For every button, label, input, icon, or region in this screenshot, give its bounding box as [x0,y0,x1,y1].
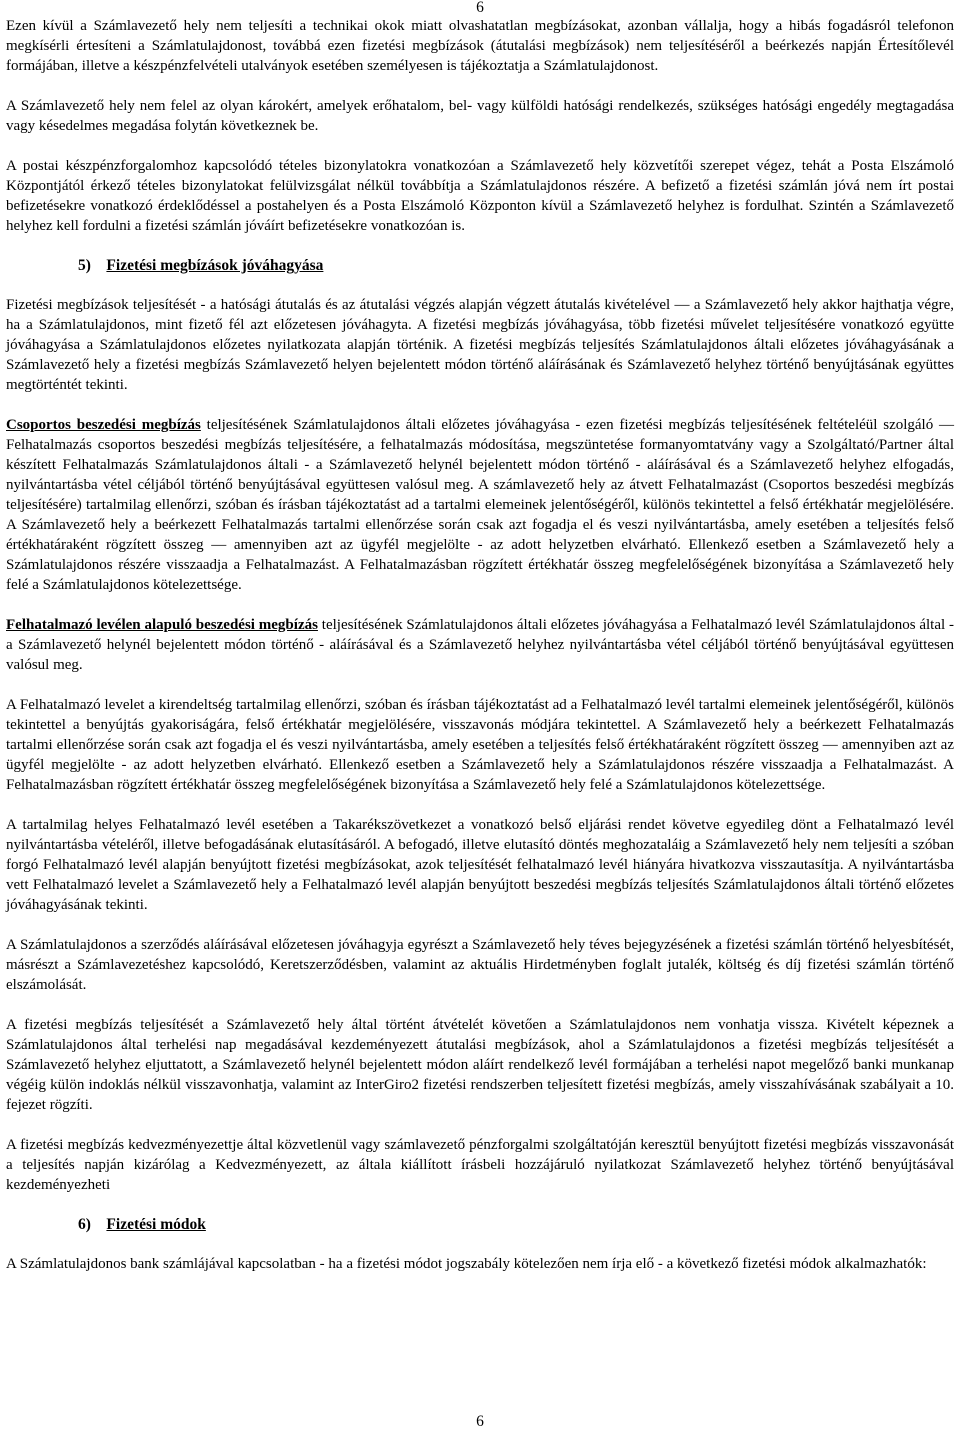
paragraph-unreadable-orders: Ezen kívül a Számlavezető hely nem teljesíti a technikai okok miatt olvashatatlan megbízásokat, azonban vállalja, hogy a hibás fogadásról telefonon megkísérli értesíteni a Számlatulajdonost, továbbá ezen fizetési megbízások (átutalási megbízások) nem teljesítéséről a beérkezés napján Értesítőlevél formájában, illetve a készpénzfelvételi utalványok esetében személyesen is tájékoztatja a Számlatulajdonost. [6,18,954,74]
paragraph-authorization-letter-debit [6,615,954,675]
document-body [6,16,954,1274]
paragraph-authorization-registration: A tartalmilag helyes Felhatalmazó levél esetében a Takarékszövetkezet a vonatkozó belső eljárási rendet követve egyedileg dönt a Felhatalmazó levél nyilvántartásba vételéről, illetve befogadásának elutasításáról. A befogadó, illetve elutasító döntés meghozataláig a Számlavezető hely nem teljesíti a szóban forgó Felhatalmazó levél alapján benyújtott fizetési megbízásokat, azok teljesítését felhatalmazó levél hiányára hivatkozva visszautasítja. A nyilvántartásba vett Felhatalmazó levelet a Számlavezető hely a Felhatalmazó levél alapján benyújtott beszedési megbízás teljesítés Számlatulajdonos általi történő előzetes jóváhagyásának tekinti. [6,817,954,913]
paragraph-beneficiary-revocation: A fizetési megbízás kedvezményezettje által közvetlenül vagy számlavezető pénzforgalmi szolgáltatóján keresztül benyújtott fizetési megbízás visszavonását a teljesítés napján kizárólag a Kedvezményezett, az általa kiállított írásbeli hozzájáruló nyilatkozat Számlavezető helyhez történő benyújtásával kezdeményezheti [6,1137,954,1193]
paragraph-text: teljesítésének Számlatulajdonos általi előzetes jóváhagyása - ezen fizetési megbízás teljesítésének feltételéül szolgáló — Felhatalmazás csoportos beszedési megbízás teljesítésére, a felhatalmazás módosítása, megszüntetése formanyomtatvány vagy a Szolgáltató/Partner által készített Felhatalmazás Számlatulajdonos általi - a Számlavezető helynél bejelentett módon történő - aláírásával és a Számlavezető helyhez elfogadás, nyilvántartásba vétel céljából történő benyújtásával együttesen valósul meg. A számlavezető hely az átvett Felhatalmazást (Csoportos beszedési megbízás teljesítésére) tartalmilag ellenőrzi, szóban és írásban tájékoztatást ad a tartalmi elemeinek jelentőségéről, különös tekintettel a felső értékhatár megjelölésére. A Számlavezető hely a beérkezett Felhatalmazás tartalmi ellenőrzése során csak azt fogadja el és veszi nyilvántartásba, amely esetében a teljesítés felső értékhatáraként rögzített összeg — amennyiben azt az ügyfél megjelölte - az adott helyzetben elvárható. Ellenkező esetben a Számlavezető hely a Számlatulajdonos részére visszaadja a Felhatalmazást. A Felhatalmazásban rögzített értékhatár összeg megfelelőségének bizonyítása a Számlavezető hely felé a Számlatulajdonos kötelezettsége. [6,417,954,593]
paragraph-corrections: A Számlatulajdonos a szerződés aláírásával előzetesen jóváhagyja egyrészt a Számlavezető hely téves bejegyzésének a fizetési számlán történő helyesbítését, másrészt a Számlavezetéshez kapcsolódó, Keretszerződésben, valamint az aktuális Hirdetményben foglalt jutalék, költség és díj fizetési számlán történő elszámolását. [6,937,954,993]
page-number-bottom: 6 [476,1413,484,1430]
paragraph-approval: Fizetési megbízások teljesítését - a hatósági átutalás és az átutalási végzés alapján végzett átutalás kivételével — a Számlavezető hely akkor hajthatja végre, ha a Számlatulajdonos, mint fizető fél azt előzetesen jóváhagyta. A fizetési megbízás jóváhagyása, több fizetési művelet teljesítésére vonatkozó együtte jóváhagyása a Számlatulajdonos előzetes nyilatkozata alapján történik. A fizetési megbízás teljesítés Számlatulajdonos általi előzetes jóváhagyásának a Számlavezető hely a fizetési megbízás Számlavezető helyen bejelentett módon történő aláírásának és Számlavezető helyhez történő benyújtásának együttes megtörténtét tekinti. [6,297,954,393]
section-heading-6 [6,1215,954,1235]
paragraph-text: teljesítésének Számlatulajdonos általi előzetes jóváhagyása a Felhatalmazó levél Számlatulajdonos által - a Számlavezető helynél bejelentett módon történő - aláírásával és a Számlavezető helyhez nyilvántartásba vétel céljából történő benyújtásával együttesen valósul meg. [6,617,954,673]
paragraph-authorization-check: A Felhatalmazó levelet a kirendeltség tartalmilag ellenőrzi, szóban és írásban tájékoztatást ad a Felhatalmazó levél tartalmi elemeinek jelentőségéről, különös tekintettel a benyújtás gyakoriságára, felső értékhatár megjelölésére, visszavonás módjára tekintettel. A Számlavezető hely a beérkezett Felhatalmazás tartalmi ellenőrzése során csak azt fogadja el és veszi nyilvántartásba, amely esetében a teljesítés felső értékhatáraként rögzített összeg — amennyiben azt az ügyfél megjelölte - az adott helyzetben elvárható. Ellenkező esetben a Számlavezető hely a Számlatulajdonos részére visszaadja a Felhatalmazást. A Felhatalmazásban rögzített értékhatár összeg megfelelőségének bizonyítása a Számlavezető hely felé a Számlatulajdonos kötelezettsége. [6,697,954,793]
section-heading-5 [6,256,954,276]
section-title: Fizetési módok [106,1216,206,1233]
section-number: 6) [78,1216,91,1233]
section-number: 5) [78,257,91,274]
paragraph-payment-methods: A Számlatulajdonos bank számlájával kapcsolatban - ha a fizetési módot jogszabály kötelezően nem írja elő - a következő fizetési módok alkalmazhatók: [6,1256,927,1272]
paragraph-postal-cash: A postai készpénzforgalomhoz kapcsolódó tételes bizonylatokra vonatkozóan a Számlavezető hely közvetítői szerepet végez, tehát a Posta Elszámoló Központjától érkező tételes bizonylatokat felülvizsgálat nélkül továbbítja a Számlatulajdonos részére. A befizető a fizetési számlán jóvá nem írt postai befizetésekre vonatkozó érdeklődéssel a postahelyen és a Posta Elszámoló Központon kívül a Számlavezető helyhez is fordulhat. Szintén a Számlavezető helyhez kell fordulni a fizetési számlán jóváírt befizetésekre vonatkozóan is. [6,158,954,234]
page-number-top: 6 [476,0,484,16]
section-title: Fizetési megbízások jóváhagyása [106,257,324,274]
paragraph-liability: A Számlavezető hely nem felel az olyan károkért, amelyek erőhatalom, bel- vagy külföldi hatósági rendelkezés, szükséges hatósági engedély megtagadása vagy késedelmes megadása folytán következnek be. [6,98,954,134]
paragraph-group-direct-debit [6,415,954,595]
paragraph-revocation: A fizetési megbízás teljesítését a Számlavezető hely által történt átvételét követően a Számlatulajdonos nem vonhatja vissza. Kivételt képeznek a Számlatulajdonos által terhelési nap megadásával kezdeményezett átutalási megbízások, ahol a Számlatulajdonos a fizetési megbízás teljesítését a Számlavezető helyhez eljuttatott, a Számlavezető helynél bejelentett módon aláírt rendelkező levél formájában a terhelési napot megelőző banki munkanap végéig külön indoklás nélkül visszavonhatja, valamint az InterGiro2 fizetési rendszerben teljesített fizetési megbízás, amely visszahívásának szabályait a 10. fejezet rögzíti. [6,1017,954,1113]
term-authorization-letter-debit: Felhatalmazó levélen alapuló beszedési megbízás [6,617,318,633]
term-group-direct-debit: Csoportos beszedési megbízás [6,417,201,433]
